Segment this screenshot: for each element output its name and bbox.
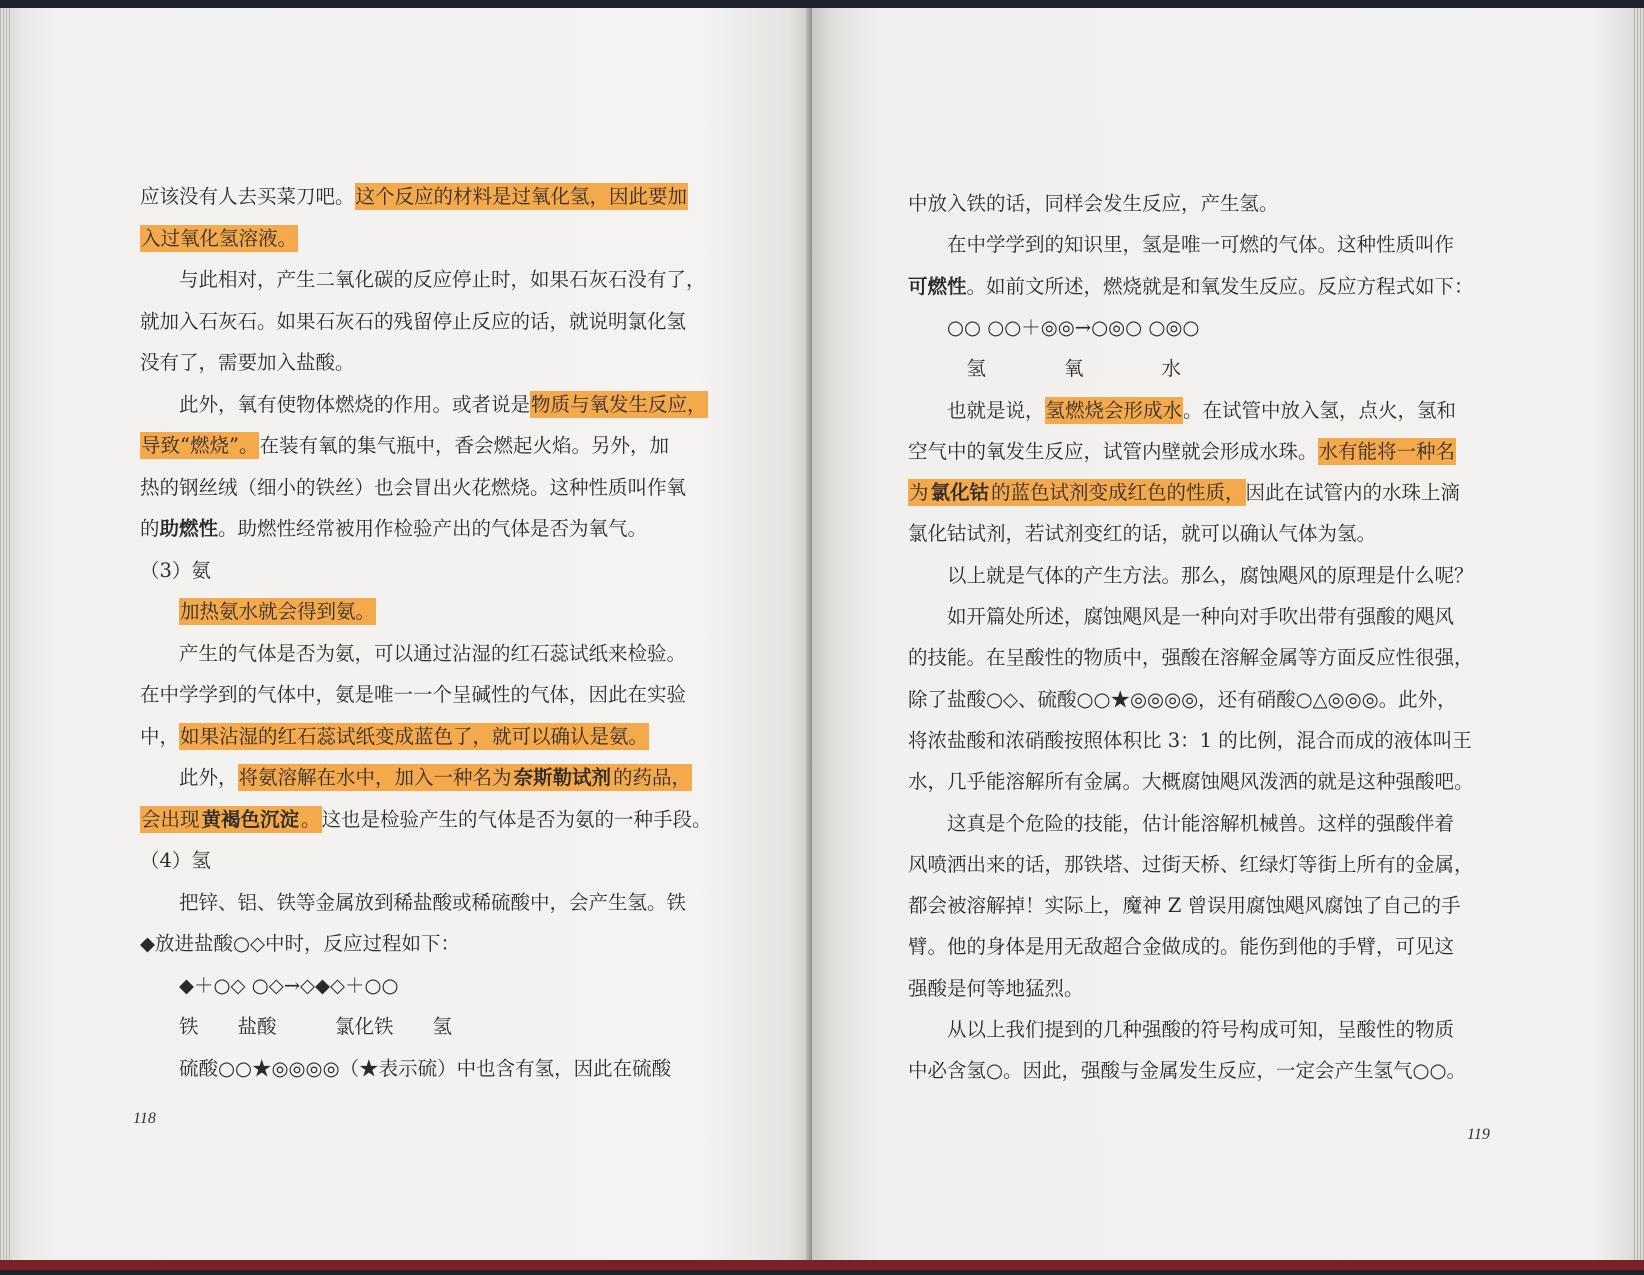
- text-line: [140, 763, 692, 793]
- left-page: [0, 8, 812, 1260]
- text-segment: 热的钢丝绒（细小的铁丝）也会冒出火花燃烧。这种性质叫作氧: [140, 475, 687, 499]
- text-line: [140, 597, 376, 627]
- text-segment: （4）氢: [140, 849, 211, 872]
- highlighted-text: 这个反应的材料是过氧化氢，因此要加: [355, 185, 688, 208]
- highlighted-text: 。: [301, 807, 321, 831]
- text-line: [140, 265, 706, 295]
- highlighted-text: 导致“燃烧”。: [141, 434, 259, 457]
- highlighted-text: 氢燃烧会形成水: [1045, 398, 1183, 422]
- text-segment: 的技能。在呈酸性的物质中，强酸在溶解金属等方面反应性很强，: [908, 646, 1474, 670]
- text-line: [140, 556, 211, 586]
- text-segment: 此外，氧有使物体燃烧的作用。或者说是: [140, 392, 531, 416]
- text-segment: 。助燃性经常被用作检验产出的气体是否为氧气。: [218, 517, 648, 540]
- text-segment: ◆＋○◇ ○◇→◇◆◇＋○○: [140, 973, 399, 997]
- text-line: [140, 805, 712, 835]
- highlighted-text: 会出现: [141, 807, 200, 831]
- text-segment: 也就是说，: [908, 398, 1045, 422]
- text-segment: 氢 氧 水: [908, 357, 1182, 381]
- text-line: [908, 230, 1454, 260]
- text-segment: 这真是个危险的技能，估计能溶解机械兽。这样的强酸伴着: [908, 811, 1455, 835]
- page-edges-right: [1632, 8, 1644, 1260]
- text-line: [140, 348, 355, 378]
- text-line: [140, 182, 688, 212]
- text-line: [140, 929, 460, 959]
- text-segment: 此外，: [140, 766, 238, 789]
- text-line: [908, 189, 1279, 219]
- highlighted-text: 的药品，: [613, 766, 692, 789]
- text-line: [140, 846, 211, 876]
- text-line: [140, 431, 669, 461]
- text-segment: 空气中的氧发生反应，试管内壁就会形成水珠。: [908, 439, 1318, 463]
- highlighted-text: 水有能将一种名: [1318, 439, 1456, 463]
- book-spread: [0, 8, 1644, 1270]
- text-line: [140, 390, 708, 420]
- text-line: [908, 478, 1460, 508]
- highlighted-text: 氯化钴: [930, 481, 990, 505]
- text-segment: 这也是检验产生的气体是否为氨的一种手段。: [321, 807, 712, 831]
- text-line: [140, 1012, 452, 1042]
- text-segment: ◆放进盐酸○◇中时，反应过程如下：: [140, 932, 461, 955]
- text-line: [140, 1054, 671, 1084]
- text-segment: 。如前文所述，燃烧就是和氧发生反应。反应方程式如下：: [966, 274, 1474, 298]
- text-line: [140, 680, 686, 710]
- text-line: [908, 767, 1474, 797]
- text-segment: 硫酸○○★◎◎◎◎（★表示硫）中也含有氢，因此在硫酸: [140, 1056, 672, 1080]
- bold-term: 助燃性: [159, 517, 219, 540]
- text-segment: 的: [140, 517, 160, 540]
- text-segment: 水，几乎能溶解所有金属。大概腐蚀飓风泼洒的就是这种强酸吧。: [908, 770, 1474, 794]
- highlighted-text: 黄褐色沉淀: [201, 807, 300, 831]
- text-line: [908, 643, 1474, 673]
- text-segment: 应该没有人去买菜刀吧。: [140, 185, 355, 208]
- text-line: [908, 891, 1460, 921]
- highlighted-text: 将氨溶解在水中，加入一种名为: [238, 766, 512, 789]
- bold-term: 可燃性: [908, 274, 967, 298]
- text-line: [140, 639, 686, 669]
- text-segment: 从以上我们提到的几种强酸的符号构成可知，呈酸性的物质: [908, 1018, 1455, 1041]
- text-line: [908, 437, 1456, 467]
- text-segment: 中必含氢○。因此，强酸与金属发生反应，一定会产生氢气○○。: [908, 1059, 1467, 1083]
- text-segment: 氯化钴试剂，若试剂变红的话，就可以确认气体为氢。: [908, 522, 1377, 546]
- left-page-number: 118: [133, 1110, 156, 1127]
- text-segment: 没有了，需要加入盐酸。: [140, 351, 355, 374]
- text-segment: [140, 600, 179, 623]
- text-line: [908, 1015, 1454, 1045]
- text-segment: 铁 盐酸 氯化铁 氢: [140, 1015, 453, 1038]
- text-line: [140, 888, 686, 918]
- text-line: [908, 272, 1474, 302]
- text-segment: 如开篇处所述，腐蚀飓风是一种向对手吹出带有强酸的飓风: [908, 605, 1455, 628]
- text-line: [908, 313, 1199, 343]
- text-segment: 因此在试管内的水珠上滴: [1245, 481, 1461, 505]
- text-line: [140, 473, 686, 503]
- text-segment: 风喷洒出来的话，那铁塔、过街天桥、红绿灯等街上所有的金属，: [908, 852, 1474, 876]
- text-line: [908, 932, 1454, 962]
- text-segment: 都会被溶解掉！实际上，魔神 Z 曾误用腐蚀飓风腐蚀了自己的手: [908, 894, 1461, 918]
- text-line: [908, 685, 1457, 715]
- text-segment: 产生的气体是否为氨，可以通过沾湿的红石蕊试纸来检验。: [140, 641, 687, 665]
- highlighted-text: 如果沾湿的红石蕊试纸变成蓝色了，就可以确认是氨。: [180, 724, 649, 748]
- highlighted-text: 入过氧化氢溶液。: [141, 226, 298, 250]
- text-line: [908, 354, 1181, 384]
- text-segment: 把锌、铝、铁等金属放到稀盐酸或稀硫酸中，会产生氢。铁: [140, 890, 687, 914]
- text-segment: 中，: [140, 724, 180, 748]
- text-segment: 臂。他的身体是用无敌超合金做成的。能伤到他的手臂，可见这: [908, 935, 1455, 959]
- text-line: [140, 971, 399, 1001]
- page-edges-left: [0, 8, 12, 1260]
- text-segment: ○○ ○○＋◎◎→○◎○ ○◎○: [908, 315, 1200, 339]
- text-segment: 强酸是何等地猛烈。: [908, 976, 1084, 1000]
- text-line: [908, 602, 1454, 632]
- text-line: [908, 726, 1472, 756]
- text-segment: 以上就是气体的产生方法。那么，腐蚀飓风的原理是什么呢？: [908, 563, 1474, 587]
- text-segment: 在中学学到的气体中，氨是唯一一个呈碱性的气体，因此在实验: [140, 683, 687, 706]
- text-segment: 除了盐酸○◇、硫酸○○★◎◎◎◎，还有硝酸○△◎◎◎。此外，: [908, 687, 1457, 711]
- text-segment: 中放入铁的话，同样会发生反应，产生氢。: [908, 192, 1279, 215]
- text-line: [908, 809, 1454, 839]
- text-line: [908, 974, 1084, 1004]
- highlighted-text: 加热氨水就会得到氨。: [180, 600, 376, 623]
- highlighted-text: 为: [909, 481, 929, 505]
- text-segment: 在中学学到的知识里，氢是唯一可燃的气体。这种性质叫作: [908, 233, 1455, 257]
- text-line: [908, 519, 1376, 549]
- text-segment: 将浓盐酸和浓硝酸按照体积比 3：1 的比例，混合而成的液体叫王: [908, 728, 1472, 752]
- text-line: [140, 307, 686, 337]
- right-page-number: 119: [1467, 1126, 1490, 1143]
- text-line: [908, 561, 1474, 591]
- text-line: [140, 722, 649, 752]
- highlighted-text: 的蓝色试剂变成红色的性质，: [991, 481, 1245, 505]
- text-segment: 与此相对，产生二氧化碳的反应停止时，如果石灰石没有了，: [140, 268, 706, 291]
- right-page: [812, 8, 1644, 1260]
- text-segment: 就加入石灰石。如果石灰石的残留停止反应的话，就说明氯化氢: [140, 309, 687, 333]
- text-line: [140, 514, 647, 544]
- text-line: [908, 1056, 1466, 1086]
- text-line: [908, 396, 1456, 426]
- text-line: [140, 224, 298, 254]
- highlighted-text: 奈斯勒试剂: [513, 766, 612, 789]
- text-segment: 在装有氧的集气瓶中，香会燃起火焰。另外，加: [259, 434, 669, 457]
- text-segment: 。在试管中放入氢，点火，氢和: [1183, 398, 1457, 422]
- text-segment: （3）氨: [140, 558, 211, 582]
- text-line: [908, 850, 1474, 880]
- highlighted-text: 物质与氧发生反应，: [531, 392, 707, 416]
